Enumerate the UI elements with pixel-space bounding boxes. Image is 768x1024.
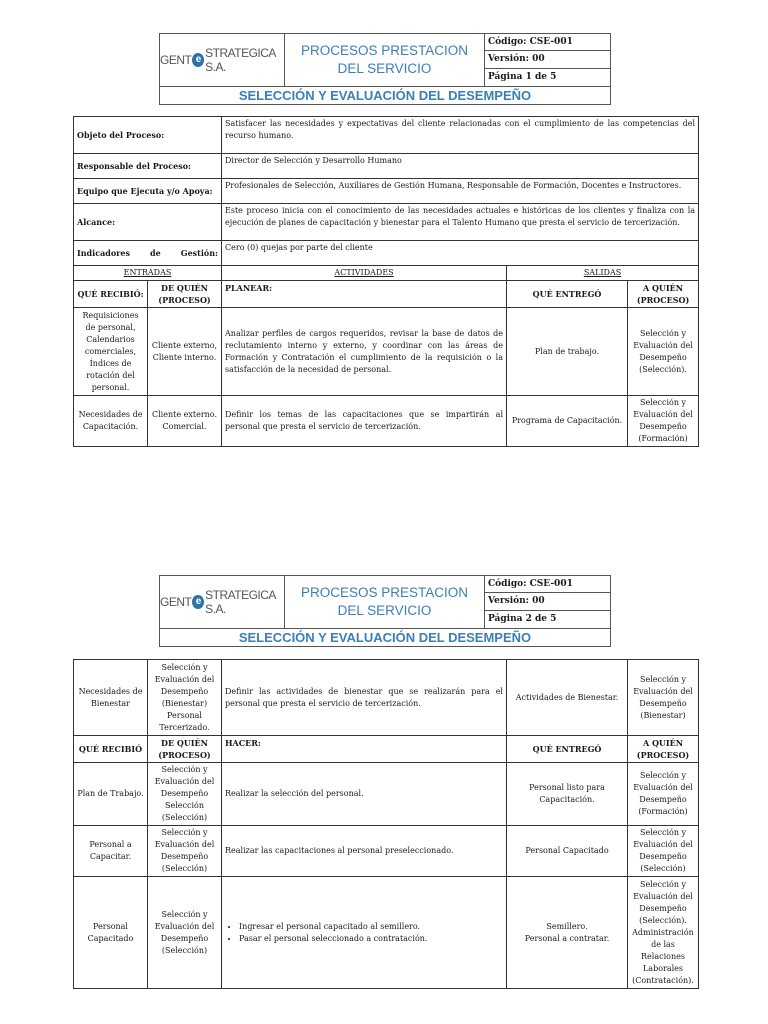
section-row <box>74 266 699 281</box>
cell-a-quien: Selección y Evaluación del Desempeño (Selección) <box>628 826 699 877</box>
page2-header <box>159 575 611 647</box>
info-label: Indicadores de Gestión: <box>74 241 222 266</box>
logo-text-right: STRATEGICA S.A. <box>205 588 276 616</box>
list-item: • Ingresar el personal capacitado al semillero. <box>239 921 503 933</box>
cell-a-quien: Selección y Evaluación del Desempeño (Formación) <box>628 763 699 826</box>
section-salidas: SALIDAS <box>507 266 699 281</box>
cell-de-quien: Selección y Evaluación del Desempeño Selección (Selección) <box>148 763 222 826</box>
info-label: Alcance: <box>74 204 222 241</box>
cell-actividad: Realizar la selección del personal. <box>222 763 507 826</box>
cell-de-quien: Cliente externo. Comercial. <box>148 396 222 447</box>
doc-subtitle: SELECCIÓN Y EVALUACIÓN DEL DESEMPEÑO <box>160 628 610 646</box>
logo-text-left: GENT <box>160 595 192 609</box>
doc-version: Versión: 00 <box>485 593 610 610</box>
info-label: Objeto del Proceso: <box>74 117 222 154</box>
table-row <box>74 826 699 877</box>
logo-mark-icon: e <box>192 595 204 609</box>
col-phase: PLANEAR: <box>222 281 507 308</box>
cell-de-quien: Cliente externo, Cliente interno. <box>148 308 222 396</box>
info-label: Responsable del Proceso: <box>74 154 222 179</box>
cell-entrego: Personal Capacitado <box>507 826 628 877</box>
doc-subtitle: SELECCIÓN Y EVALUACIÓN DEL DESEMPEÑO <box>160 86 610 104</box>
doc-meta <box>485 576 610 628</box>
cell-recibio: Plan de Trabajo. <box>74 763 148 826</box>
cell-actividad: Definir las actividades de bienestar que se realizarán para el personal que presta el servicio de tercerización. <box>222 660 507 736</box>
doc-meta <box>485 34 610 86</box>
column-header-row <box>74 736 699 763</box>
logo-mark-icon: e <box>192 53 204 67</box>
company-logo <box>160 576 285 628</box>
process-title-line2: DEL SERVICIO <box>337 61 432 76</box>
cell-entrego: Personal listo para Capacitación. <box>507 763 628 826</box>
info-row <box>74 241 699 266</box>
cell-a-quien: Selección y Evaluación del Desempeño (Selección). <box>628 308 699 396</box>
entrego-line1: Semillero. <box>546 921 588 931</box>
section-actividades: ACTIVIDADES <box>222 266 507 281</box>
list-item: • Pasar el personal seleccionado a contratación. <box>239 933 503 945</box>
cell-de-quien: Selección y Evaluación del Desempeño (Selección) <box>148 826 222 877</box>
info-row <box>74 117 699 154</box>
cell-entrego <box>507 877 628 989</box>
cell-a-quien: Selección y Evaluación del Desempeño (Bienestar) <box>628 660 699 736</box>
cell-recibio: Requisiciones de personal, Calendarios comerciales, Índices de rotación del personal. <box>74 308 148 396</box>
cell-recibio: Personal a Capacitar. <box>74 826 148 877</box>
cell-a-quien: Selección y Evaluación del Desempeño (Selección). Administración de las Relaciones Laborales (Contratación). <box>628 877 699 989</box>
activity-bullet-list <box>225 921 503 945</box>
info-value: Este proceso inicia con el conocimiento de las necesidades actuales e históricas de los clientes y finaliza con la ejecución de planes de capacitación y bienestar para el Talento Humano que presta el servicio de tercerización. <box>222 204 699 241</box>
cell-recibio: Necesidades de Bienestar <box>74 660 148 736</box>
col-phase: HACER: <box>222 736 507 763</box>
info-value: Profesionales de Selección, Auxiliares de Gestión Humana, Responsable de Formación, Docentes e Instructores. <box>222 179 699 204</box>
cell-entrego: Plan de trabajo. <box>507 308 628 396</box>
cell-entrego: Actividades de Bienestar. <box>507 660 628 736</box>
page2-process-table <box>73 659 699 989</box>
logo-text-right: STRATEGICA S.A. <box>205 46 276 74</box>
cell-actividad: Realizar las capacitaciones al personal preseleccionado. <box>222 826 507 877</box>
col-de-quien: DE QUIÉN (PROCESO) <box>148 281 222 308</box>
info-row <box>74 179 699 204</box>
table-row <box>74 763 699 826</box>
info-row <box>74 204 699 241</box>
table-row <box>74 660 699 736</box>
table-row <box>74 877 699 989</box>
info-value: Satisfacer las necesidades y expectativas del cliente relacionadas con el cumplimiento de las competencias del recurso humano. <box>222 117 699 154</box>
doc-version: Versión: 00 <box>485 51 610 68</box>
info-row <box>74 154 699 179</box>
doc-page: Página 2 de 5 <box>488 613 557 624</box>
col-que-entrego: QUÉ ENTREGÓ <box>507 281 628 308</box>
column-header-row <box>74 281 699 308</box>
cell-a-quien: Selección y Evaluación del Desempeño (Formación) <box>628 396 699 447</box>
cell-de-quien: Selección y Evaluación del Desempeño (Selección) <box>148 877 222 989</box>
entrego-line2: Personal a contratar. <box>524 933 610 943</box>
process-title <box>285 576 485 628</box>
info-label: Equipo que Ejecuta y/o Apoya: <box>74 179 222 204</box>
col-que-entrego: QUÉ ENTREGÓ <box>507 736 628 763</box>
col-a-quien: A QUIÉN (PROCESO) <box>628 281 699 308</box>
company-logo <box>160 34 285 86</box>
table-row <box>74 396 699 447</box>
cell-recibio: Personal Capacitado <box>74 877 148 989</box>
col-a-quien: A QUIÉN (PROCESO) <box>628 736 699 763</box>
process-title <box>285 34 485 86</box>
section-entradas: ENTRADAS <box>74 266 222 281</box>
cell-entrego: Programa de Capacitación. <box>507 396 628 447</box>
process-title-line1: PROCESOS PRESTACION <box>300 43 469 58</box>
cell-actividad <box>222 877 507 989</box>
cell-actividad: Definir los temas de las capacitaciones que se impartirán al personal que presta el servicio de tercerización. <box>222 396 507 447</box>
doc-page: Página 1 de 5 <box>488 71 557 82</box>
cell-de-quien: Selección y Evaluación del Desempeño (Bienestar) Personal Tercerizado. <box>148 660 222 736</box>
doc-code: Código: CSE-001 <box>485 576 610 593</box>
cell-actividad: Analizar perfiles de cargos requeridos, revisar la base de datos de reclutamiento interno y externo, y coordinar con las áreas de Formación y Contratación el cumplimiento de la requisición o la satisfacción de la necesidad de personal. <box>222 308 507 396</box>
col-de-quien: DE QUIÉN (PROCESO) <box>148 736 222 763</box>
col-que-recibio: QUÉ RECIBIÓ: <box>74 281 148 308</box>
cell-recibio: Necesidades de Capacitación. <box>74 396 148 447</box>
process-title-line1: PROCESOS PRESTACION <box>300 585 469 600</box>
doc-code: Código: CSE-001 <box>485 34 610 51</box>
logo-text-left: GENT <box>160 53 192 67</box>
col-que-recibio: QUÉ RECIBIÓ <box>74 736 148 763</box>
process-title-line2: DEL SERVICIO <box>337 603 432 618</box>
page1-process-table <box>73 116 699 447</box>
info-value: Director de Selección y Desarrollo Humano <box>222 154 699 179</box>
table-row <box>74 308 699 396</box>
page1-header <box>159 33 611 105</box>
info-value: Cero (0) quejas por parte del cliente <box>222 241 699 266</box>
